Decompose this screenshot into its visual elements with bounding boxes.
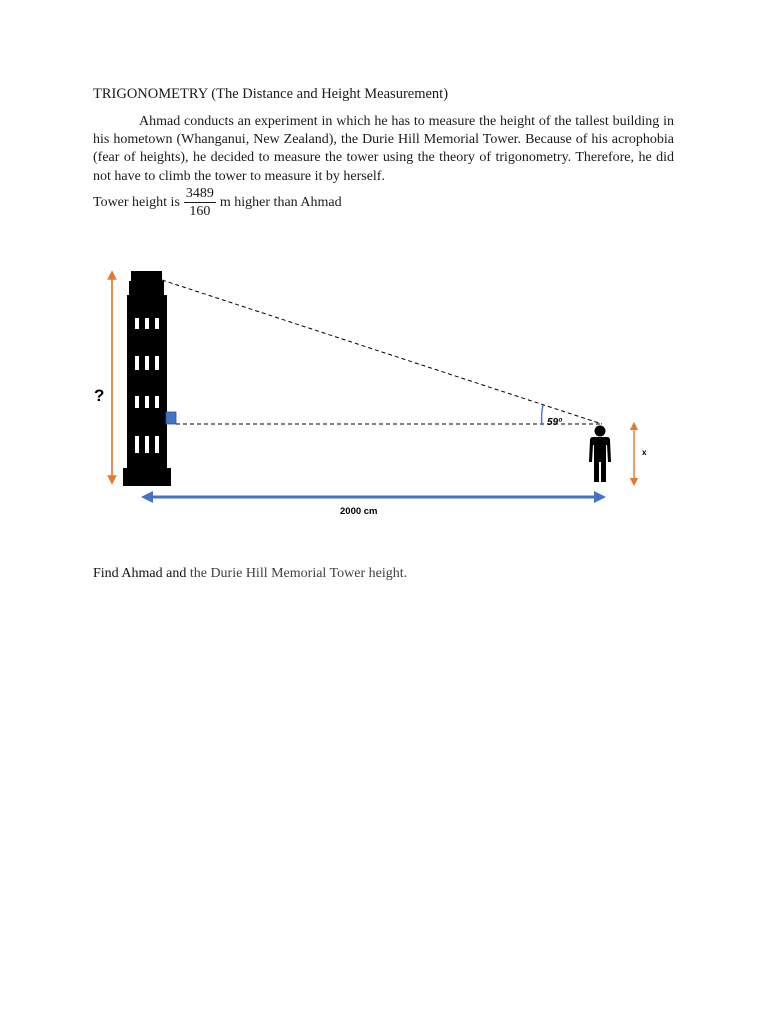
person-icon xyxy=(589,426,611,483)
right-angle-marker xyxy=(166,412,176,424)
paragraph-text: Ahmad conducts an experiment in which he has to measure the height of the tallest building in his hometown (Whanganui, New Zealand), the Durie Hill Memorial Tower. Because of his acrophobia (fear of heights), he decided to measure the tower using the theory of trigonometry. Therefore, he did not have to climb the tower to measure it by herself. xyxy=(93,114,674,184)
height-prefix: Tower height is xyxy=(93,194,180,210)
fraction-denominator: 160 xyxy=(189,204,211,219)
question-text xyxy=(93,566,407,582)
page-title: TRIGONOMETRY (The Distance and Height Measurement) xyxy=(93,86,449,102)
tower-height-label: ? xyxy=(94,386,105,405)
question-rest: the Durie Hill Memorial Tower height. xyxy=(189,566,408,581)
angle-arc xyxy=(542,405,543,425)
distance-label: 2000 cm xyxy=(340,506,378,517)
angle-label: 59º xyxy=(547,417,562,428)
line-of-sight xyxy=(162,280,602,424)
height-suffix: m higher than Ahmad xyxy=(219,194,342,210)
person-height-label: x xyxy=(642,448,647,457)
tower-icon xyxy=(123,271,171,486)
question-lead: Find Ahmad and xyxy=(93,566,187,581)
fraction-numerator: 3489 xyxy=(185,186,214,201)
